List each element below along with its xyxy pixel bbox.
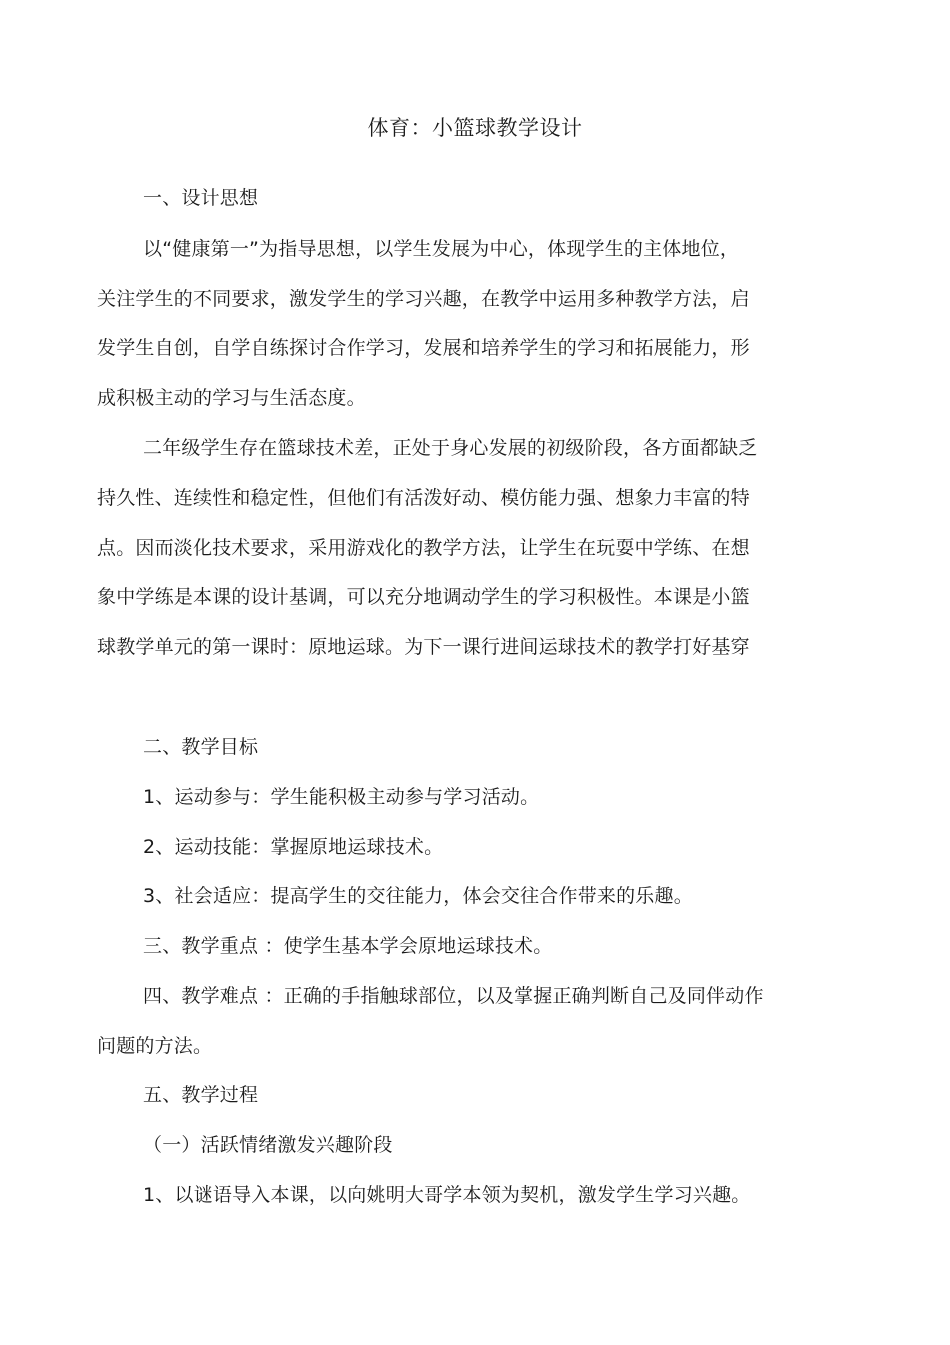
- paragraph-line: 点。因而淡化技术要求，采用游戏化的教学方法，让学生在玩耍中学练、在想: [97, 537, 750, 559]
- goal-item: 2、运动技能：掌握原地运球技术。: [143, 836, 444, 858]
- section-difficulties-continued: 问题的方法。: [97, 1035, 213, 1057]
- paragraph-line: 持久性、连续性和稳定性，但他们有活泼好动、模仿能力强、想象力丰富的特: [97, 487, 750, 509]
- section-heading-design-idea: 一、设计思想: [143, 187, 259, 209]
- paragraph-line: 象中学练是本课的设计基调，可以充分地调动学生的学习积极性。本课是小篮: [97, 586, 750, 608]
- section-heading-teaching-goals: 二、教学目标: [143, 736, 259, 758]
- section-heading-teaching-process: 五、教学过程: [143, 1084, 259, 1106]
- goal-item: 3、社会适应：提高学生的交往能力，体会交往合作带来的乐趣。: [143, 885, 693, 907]
- paragraph-line: 球教学单元的第一课时：原地运球。为下一课行进间运球技术的教学打好基穿: [97, 636, 750, 658]
- paragraph-line: 成积极主动的学习与生活态度。: [97, 387, 366, 409]
- section-difficulties: 四、教学难点 ：正确的手指触球部位，以及掌握正确判断自己及同伴动作: [143, 985, 764, 1007]
- paragraph-line: 发学生自创，自学自练探讨合作学习，发展和培养学生的学习和拓展能力，形: [97, 337, 750, 359]
- paragraph-line: 关注学生的不同要求，激发学生的学习兴趣，在教学中运用多种教学方法，启: [97, 288, 750, 310]
- process-step: 1、以谜语导入本课，以向姚明大哥学本领为契机，激发学生学习兴趣。: [143, 1184, 751, 1206]
- document-title: 体育：小篮球教学设计: [367, 116, 583, 140]
- goal-item: 1、运动参与：学生能积极主动参与学习活动。: [143, 786, 540, 808]
- paragraph-line: 二年级学生存在篮球技术差，正处于身心发展的初级阶段，各方面都缺乏: [143, 437, 758, 459]
- subsection-heading: （一）活跃情绪激发兴趣阶段: [143, 1134, 393, 1156]
- section-key-points: 三、教学重点 ：使学生基本学会原地运球技术。: [143, 935, 553, 957]
- paragraph-line: 以“健康第一”为指导思想，以学生发展为中心，体现学生的主体地位，: [143, 238, 740, 260]
